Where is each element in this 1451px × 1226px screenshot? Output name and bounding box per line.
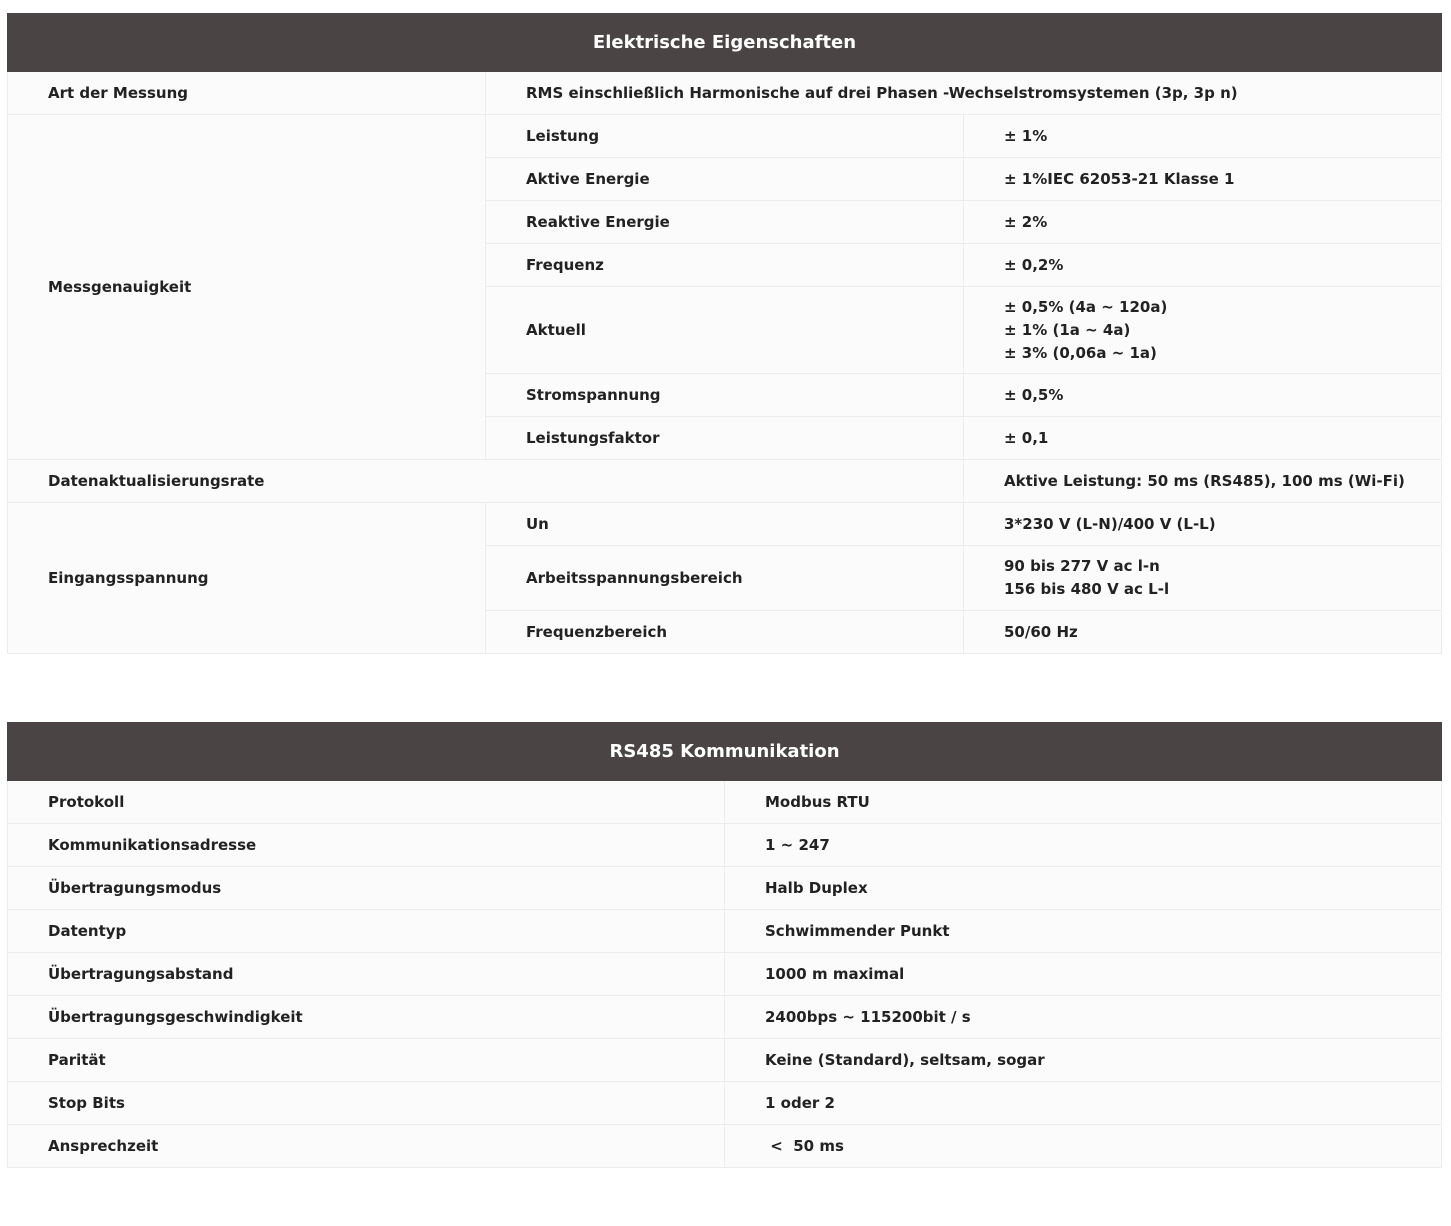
table-row xyxy=(8,953,1442,996)
accuracy-value: ± 0,2% xyxy=(964,244,1442,287)
rs485-label: Datentyp xyxy=(8,910,725,953)
table-row xyxy=(8,996,1442,1039)
rs485-value: Schwimmender Punkt xyxy=(725,910,1442,953)
voltage-range-line: 156 bis 480 V ac L-l xyxy=(1004,580,1170,598)
input-voltage-value: 50/60 Hz xyxy=(964,611,1442,654)
rs485-label: Übertragungsabstand xyxy=(8,953,725,996)
table-row xyxy=(8,910,1442,953)
input-voltage-value-multiline xyxy=(964,546,1442,611)
accuracy-label: Messgenauigkeit xyxy=(8,115,486,460)
rs485-label: Stop Bits xyxy=(8,1082,725,1125)
accuracy-current-line: ± 0,5% (4a ~ 120a) xyxy=(1004,297,1168,316)
measurement-type-label: Art der Messung xyxy=(8,72,486,115)
input-voltage-param: Arbeitsspannungsbereich xyxy=(486,546,964,611)
accuracy-param: Aktive Energie xyxy=(486,158,964,201)
measurement-type-value: RMS einschließlich Harmonische auf drei Phasen -Wechselstromsystemen (3p, 3p n) xyxy=(486,72,1442,115)
table-row xyxy=(8,115,1442,158)
rs485-value: 1 ~ 247 xyxy=(725,824,1442,867)
accuracy-param: Aktuell xyxy=(486,287,964,374)
rs485-value: Keine (Standard), seltsam, sogar xyxy=(725,1039,1442,1082)
accuracy-value: ± 1% xyxy=(964,115,1442,158)
table-row xyxy=(8,867,1442,910)
table-row xyxy=(8,824,1442,867)
input-voltage-label: Eingangsspannung xyxy=(8,503,486,654)
accuracy-param: Stromspannung xyxy=(486,374,964,417)
rs485-label: Protokoll xyxy=(8,781,725,824)
accuracy-value: ± 1%IEC 62053-21 Klasse 1 xyxy=(964,158,1442,201)
rs485-value: 1 oder 2 xyxy=(725,1082,1442,1125)
accuracy-param: Frequenz xyxy=(486,244,964,287)
accuracy-current-line: ± 3% (0,06a ~ 1a) xyxy=(1004,343,1157,362)
rs485-value: < 50 ms xyxy=(725,1125,1442,1168)
rs485-spec-table xyxy=(7,722,1442,1168)
rs485-label: Übertragungsmodus xyxy=(8,867,725,910)
table-row xyxy=(8,72,1442,115)
accuracy-param: Leistung xyxy=(486,115,964,158)
input-voltage-param: Un xyxy=(486,503,964,546)
table-row xyxy=(8,1039,1442,1082)
rs485-value: Halb Duplex xyxy=(725,867,1442,910)
table-row xyxy=(8,460,1442,503)
accuracy-value: ± 2% xyxy=(964,201,1442,244)
table-row xyxy=(8,503,1442,546)
table-row xyxy=(8,781,1442,824)
table-row xyxy=(8,1082,1442,1125)
rs485-label: Parität xyxy=(8,1039,725,1082)
accuracy-param: Reaktive Energie xyxy=(486,201,964,244)
update-rate-label: Datenaktualisierungsrate xyxy=(8,460,964,503)
rs485-value: 2400bps ~ 115200bit / s xyxy=(725,996,1442,1039)
accuracy-value-multiline xyxy=(964,287,1442,374)
accuracy-value: ± 0,5% xyxy=(964,374,1442,417)
rs485-value: 1000 m maximal xyxy=(725,953,1442,996)
accuracy-current-line: ± 1% (1a ~ 4a) xyxy=(1004,320,1131,339)
electrical-table-title: Elektrische Eigenschaften xyxy=(8,14,1442,72)
electrical-spec-table xyxy=(7,13,1442,654)
input-voltage-param: Frequenzbereich xyxy=(486,611,964,654)
table-row xyxy=(8,1125,1442,1168)
rs485-label: Kommunikationsadresse xyxy=(8,824,725,867)
input-voltage-value: 3*230 V (L-N)/400 V (L-L) xyxy=(964,503,1442,546)
accuracy-param: Leistungsfaktor xyxy=(486,417,964,460)
rs485-table-title: RS485 Kommunikation xyxy=(8,723,1442,781)
rs485-value: Modbus RTU xyxy=(725,781,1442,824)
update-rate-value: Aktive Leistung: 50 ms (RS485), 100 ms (Wi-Fi) xyxy=(964,460,1442,503)
rs485-label: Übertragungsgeschwindigkeit xyxy=(8,996,725,1039)
rs485-label: Ansprechzeit xyxy=(8,1125,725,1168)
accuracy-value: ± 0,1 xyxy=(964,417,1442,460)
voltage-range-line: 90 bis 277 V ac l-n xyxy=(1004,557,1160,575)
